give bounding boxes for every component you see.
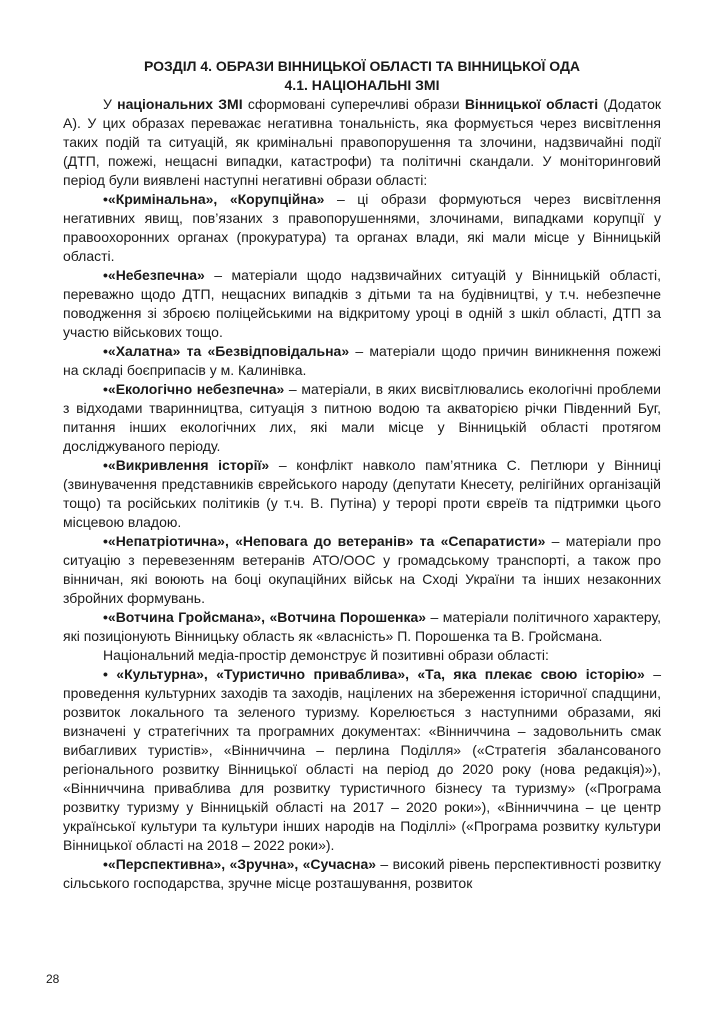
image-name: «Халатна» та «Безвідповідальна» bbox=[107, 343, 350, 359]
image-description: – матеріали щодо надзвичайних ситуацій у Вінницькій області, переважно щодо ДТП, нещасних випадків з дітьми та на будівництві, у т.ч. небезпечне поводження зі зброєю поліцейськими на відкритому уроці в одній з шкіл області, ДТП за участю військових тощо. bbox=[63, 267, 661, 340]
negative-image-item bbox=[63, 266, 661, 342]
subsection-title: 4.1. НАЦІОНАЛЬНІ ЗМІ bbox=[284, 77, 440, 93]
bullet: • bbox=[103, 666, 108, 682]
image-description: – ці образи формуються через висвітлення негативних явищ, пов’язаних з правопорушеннями, злочинами, випадками корупції у правоохоронних органах (прокуратура) та органах влади, які мали місце у Вінницькій області. bbox=[63, 191, 661, 264]
image-name: «Кримінальна», «Корупційна» bbox=[107, 191, 325, 207]
positive-image-item bbox=[63, 855, 661, 893]
intro-bold-1: національних ЗМІ bbox=[117, 96, 243, 112]
image-description: – конфлікт навколо пам’ятника С. Петлюри у Вінниці (звинувачення представників єврейського народу (депутати Кнесету, релігійних організацій тощо) та російських політиків (у т.ч. В. Путіна) у терорі проти євреїв та підтримки цього місцевою владою. bbox=[63, 457, 661, 530]
intro-text-3: (Додаток А). У цих образах переважає негативна тональність, яка формується через висвітлення таких подій та ситуацій, як кримінальні правопорушення та злочини, надзвичайні події (ДТП, пожежі, нещасні випадки, катастрофи) та політичні скандали. У моніторинговий період були виявлені наступні негативні образи області: bbox=[63, 96, 662, 188]
negative-image-item bbox=[63, 456, 661, 532]
bullet: • bbox=[103, 381, 108, 397]
intro-bold-2: Вінницької області bbox=[464, 96, 599, 112]
image-name: «Викривлення історії» bbox=[107, 457, 270, 473]
intro-text-1: У bbox=[103, 96, 118, 112]
intro-text-2: сформовані суперечливі образи bbox=[242, 96, 465, 112]
image-name: «Перспективна», «Зручна», «Сучасна» bbox=[107, 856, 377, 872]
image-description: – високий рівень перспективності розвитку сільського господарства, зручне місце розташування, розвиток bbox=[63, 856, 661, 891]
bullet: • bbox=[103, 856, 108, 872]
image-description: – матеріали політичного характеру, які позиціонують Вінницьку область як «власність» П. Порошенка та В. Гройсмана. bbox=[63, 609, 661, 644]
bullet: • bbox=[103, 609, 108, 625]
bullet: • bbox=[103, 457, 108, 473]
image-description: – проведення культурних заходів та заходів, націлених на збереження історичної спадщини, розвиток локального та зеленого туризму. Корелюється з наступними образами, які визначені у стратегічних та програмних документах: «Вінниччина – задовольнить смак вибагливих туристів», «Вінниччина – перлина Поділля» («Стратегія збалансованого регіонального розвитку Вінницької області на період до 2020 року (нова редакція)»), «Вінниччина приваблива для розвитку туристичного бізнесу та туризму» («Програма розвитку туризму у Вінницькій області на 2017 – 2020 роки»), «Вінниччина – це центр української культури та культури інших народів на Поділлі» («Програма розвитку культури Вінницької області на 2018 – 2022 роки»). bbox=[63, 666, 661, 853]
negative-image-item bbox=[63, 380, 661, 456]
negative-image-item bbox=[63, 190, 661, 266]
negative-image-item bbox=[63, 608, 661, 646]
image-name: «Непатріотична», «Неповага до ветеранів» та «Сепаратисти» bbox=[107, 533, 546, 549]
image-description: – матеріали щодо причин виникнення пожежі на складі боєприпасів у м. Калинівка. bbox=[63, 343, 661, 378]
image-name: «Небезпечна» bbox=[107, 267, 205, 283]
page-number: 28 bbox=[46, 972, 60, 986]
image-name: «Культурна», «Туристично приваблива», «Та, яка плекає свою історію» bbox=[116, 666, 645, 682]
image-description: – матеріали про ситуацію з перевезенням ветеранів АТО/ООС у громадському транспорті, а також про вінничан, які воюють на боці окупаційних військ на Сході України та інших незаконних збройних формувань. bbox=[63, 533, 661, 606]
image-description: – матеріали, в яких висвітлювались екологічні проблеми з відходами тваринництва, ситуація з питною водою та акваторією річки Південний Буг, питання інших екологічних лих, які мали місце у Вінницькій області протягом досліджуваного періоду. bbox=[63, 381, 661, 454]
positive-image-item bbox=[63, 665, 661, 855]
negative-image-item bbox=[63, 342, 661, 380]
image-name: «Екологічно небезпечна» bbox=[107, 381, 285, 397]
positive-intro-paragraph: Національний медіа-простір демонструє й позитивні образи області: bbox=[103, 647, 549, 663]
image-name: «Вотчина Гройсмана», «Вотчина Порошенка» bbox=[107, 609, 427, 625]
bullet: • bbox=[103, 267, 108, 283]
negative-image-item bbox=[63, 532, 661, 608]
bullet: • bbox=[103, 533, 108, 549]
section-title: РОЗДІЛ 4. ОБРАЗИ ВІННИЦЬКОЇ ОБЛАСТІ ТА ВІННИЦЬКОЇ ОДА bbox=[143, 58, 581, 74]
intro-paragraph bbox=[63, 95, 661, 190]
bullet: • bbox=[103, 343, 108, 359]
document-page bbox=[63, 57, 661, 893]
bullet: • bbox=[103, 191, 108, 207]
